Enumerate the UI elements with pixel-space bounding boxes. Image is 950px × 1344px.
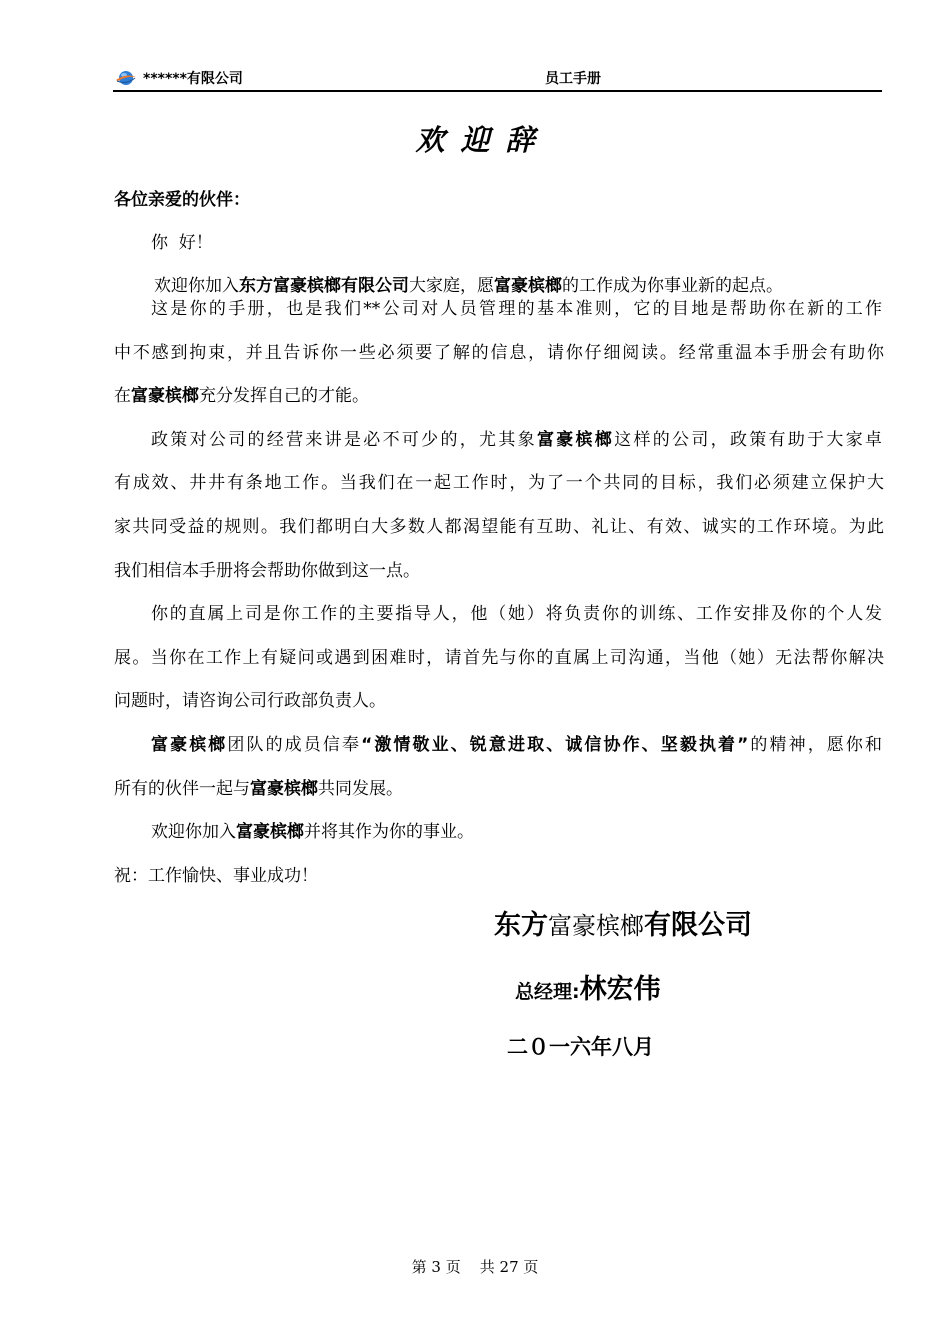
- letter-title: 欢迎辞: [415, 123, 551, 157]
- paragraph-2-text: 充分发挥自己的才能。: [199, 386, 369, 406]
- paragraph-5-text: 的精神，愿你和: [748, 735, 882, 755]
- page-number: [0, 1256, 950, 1278]
- signature-role-label: 总经理:: [515, 981, 580, 1003]
- paragraph-4-line-2: 展。当你在工作上有疑问或遇到困难时，请首先与你的直属上司沟通，当他（她）无法帮你解决: [114, 648, 884, 668]
- paragraph-2-text: 在: [114, 386, 131, 406]
- header-company-name: ******有限公司: [143, 71, 243, 87]
- signature-company-part: 有限公司: [644, 910, 752, 941]
- paragraph-3-line-4: 我们相信本手册将会帮助你做到这一点。: [114, 561, 420, 581]
- paragraph-5-line-2: [114, 777, 884, 801]
- paragraph-1: [154, 274, 783, 298]
- brand-name-inline: 富豪槟榔: [250, 779, 318, 799]
- paragraph-3-line-3: 家共同受益的规则。我们都明白大多数人都渴望能有互助、礼让、有效、诚实的工作环境。为此: [114, 517, 884, 537]
- brand-name-inline: 富豪槟榔: [536, 430, 615, 450]
- closing-wishes: 祝：工作愉快、事业成功！: [114, 866, 318, 886]
- company-name-inline: 东方富豪槟榔有限公司: [239, 276, 409, 296]
- signature-company-part: 富豪槟榔: [548, 912, 644, 940]
- brand-name-inline: 富豪槟榔: [236, 822, 304, 842]
- signature-date: 二０一六年八月: [507, 1035, 654, 1059]
- paragraph-3-line-1: [151, 428, 882, 452]
- paragraph-3-text: 政策对公司的经营来讲是必不可少的，尤其象: [151, 430, 537, 450]
- signature-manager: [515, 970, 661, 1013]
- paragraph-4-line-1: 你的直属上司是你工作的主要指导人，他（她）将负责你的训练、工作安排及你的个人发: [151, 604, 882, 624]
- page-number-text: 第 3 页 共 27 页: [411, 1258, 539, 1276]
- paragraph-2-line-2: 中不感到拘束，并且告诉你一些必须要了解的信息，请你仔细阅读。经常重温本手册会有助你: [114, 343, 884, 363]
- brand-name-inline: 富豪槟榔: [131, 386, 199, 406]
- company-motto: “激情敬业、锐意进取、诚信协作、坚毅执着”: [361, 735, 749, 755]
- paragraph-3-text: 这样的公司，政策有助于大家卓: [614, 430, 883, 450]
- paragraph-2-line-3: [114, 384, 884, 408]
- paragraph-5-text: 所有的伙伴一起与: [114, 779, 250, 799]
- paragraph-5-text: 共同发展。: [318, 779, 403, 799]
- signature-company: [494, 906, 752, 946]
- paragraph-3-line-2: 有成效、井井有条地工作。当我们在一起工作时，为了一个共同的目标，我们必须建立保护大: [114, 473, 884, 493]
- paragraph-1-text: 大家庭，愿: [409, 276, 494, 296]
- paragraph-4-line-3: 问题时，请咨询公司行政部负责人。: [114, 691, 386, 711]
- paragraph-5-line-1: [151, 733, 882, 757]
- paragraph-1-text: 的工作成为你事业新的起点。: [562, 276, 783, 296]
- page-header: [113, 68, 882, 92]
- signature-name: 林宏伟: [579, 974, 661, 1005]
- paragraph-6-text: 并将其作为你的事业。: [304, 822, 474, 842]
- paragraph-2-line-1: 这是你的手册，也是我们**公司对人员管理的基本准则，它的目地是帮助你在新的工作: [151, 299, 882, 319]
- header-document-title: 员工手册: [545, 71, 601, 87]
- salutation: 各位亲爱的伙伴：: [114, 190, 250, 210]
- paragraph-5-text: 团队的成员信奉: [227, 735, 362, 755]
- paragraph-6-text: 欢迎你加入: [151, 822, 236, 842]
- greeting: 你 好！: [151, 233, 213, 253]
- paragraph-6: [151, 820, 474, 844]
- globe-logo-icon: [115, 69, 137, 87]
- paragraph-1-text: 欢迎你加入: [154, 276, 239, 296]
- brand-name-inline: 富豪槟榔: [151, 735, 228, 755]
- brand-name-inline: 富豪槟榔: [494, 276, 562, 296]
- signature-company-part: 东方: [494, 910, 548, 941]
